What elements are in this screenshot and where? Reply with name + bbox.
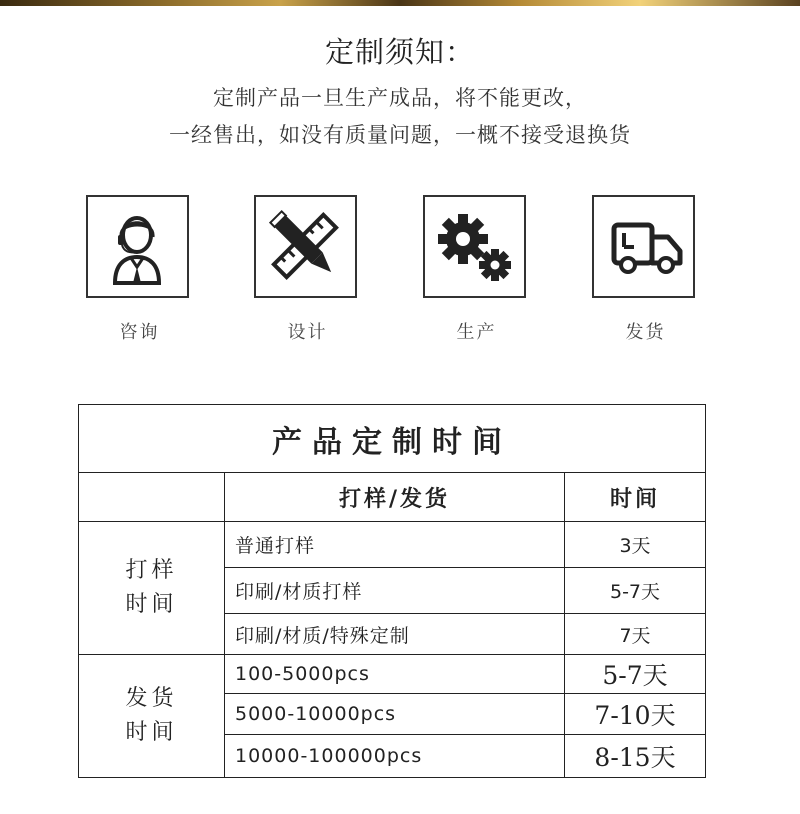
group-label-shipping bbox=[79, 655, 225, 778]
step-design bbox=[254, 195, 357, 298]
table-row bbox=[79, 655, 706, 694]
row-item: 印刷/材质打样 bbox=[225, 568, 565, 614]
row-time: 5-7天 bbox=[565, 655, 706, 694]
row-item: 100-5000pcs bbox=[225, 655, 565, 694]
step-label-consult: 咨询 bbox=[119, 322, 160, 343]
row-time: 7-10天 bbox=[565, 694, 706, 735]
group-label-line-1: 打样 bbox=[125, 558, 178, 583]
notice-line-1: 定制产品一旦生产成品，将不能更改， bbox=[213, 86, 587, 110]
truck-icon bbox=[594, 197, 693, 296]
group-label-sample bbox=[79, 522, 225, 655]
notice-line-2: 一经售出，如没有质量问题，一概不接受退换货 bbox=[169, 123, 631, 147]
step-label-produce: 生产 bbox=[456, 322, 497, 343]
step-produce bbox=[423, 195, 526, 298]
row-time: 3天 bbox=[565, 522, 706, 568]
gears-icon bbox=[425, 197, 524, 296]
header-item: 打样/发货 bbox=[225, 473, 565, 522]
group-label-line-2: 时间 bbox=[125, 592, 178, 617]
table-row bbox=[79, 522, 706, 568]
row-item: 普通打样 bbox=[225, 522, 565, 568]
pencil-ruler-icon bbox=[256, 197, 355, 296]
customer-service-icon bbox=[88, 197, 187, 296]
row-time: 7天 bbox=[565, 614, 706, 655]
row-time: 8-15天 bbox=[565, 735, 706, 778]
group-label-line-1: 发货 bbox=[125, 686, 178, 711]
step-label-design: 设计 bbox=[287, 322, 328, 343]
top-banner-strip bbox=[0, 0, 800, 6]
row-item: 印刷/材质/特殊定制 bbox=[225, 614, 565, 655]
row-time: 5-7天 bbox=[565, 568, 706, 614]
header-blank-cell bbox=[79, 473, 225, 522]
step-consult bbox=[86, 195, 189, 298]
notice-title: 定制须知： bbox=[324, 35, 475, 69]
customization-time-table bbox=[78, 404, 706, 778]
row-item: 10000-100000pcs bbox=[225, 735, 565, 778]
row-item: 5000-10000pcs bbox=[225, 694, 565, 735]
step-label-ship: 发货 bbox=[625, 322, 666, 343]
step-ship bbox=[592, 195, 695, 298]
group-label-line-2: 时间 bbox=[125, 720, 178, 745]
table-title: 产品定制时间 bbox=[79, 405, 706, 473]
header-time: 时间 bbox=[565, 473, 706, 522]
